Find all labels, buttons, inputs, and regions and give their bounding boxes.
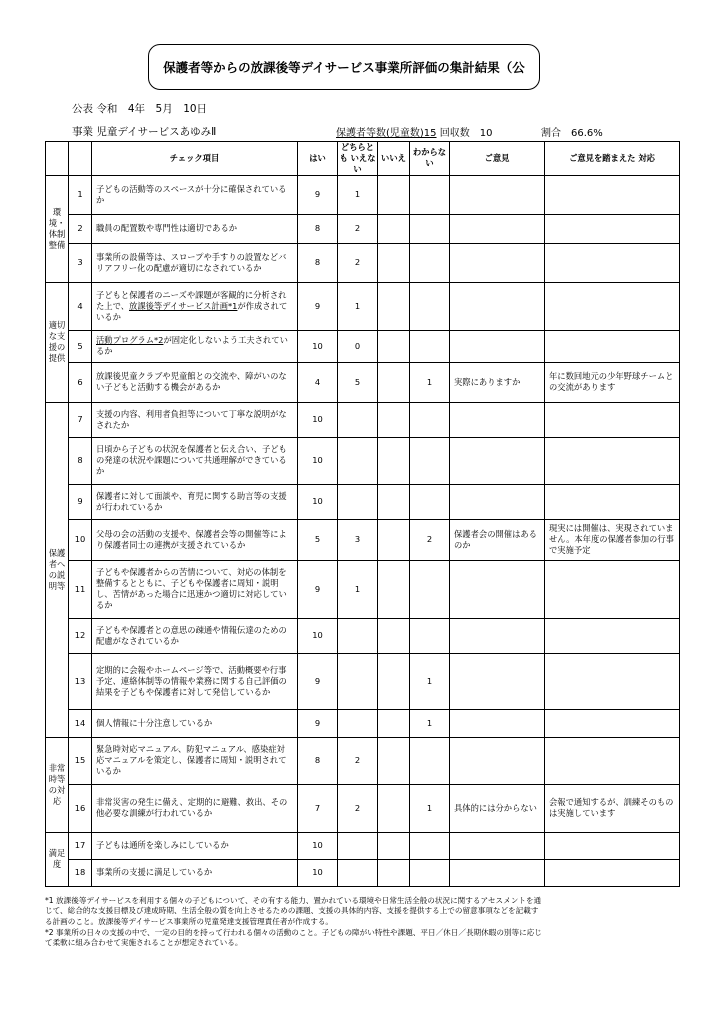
no-count	[378, 214, 410, 243]
neither-count: 1	[338, 175, 378, 214]
header-yes: はい	[298, 142, 338, 176]
neither-count	[338, 859, 378, 886]
unknown-count	[410, 560, 450, 618]
yes-count: 9	[298, 560, 338, 618]
item-number: 12	[69, 618, 92, 653]
check-item-text: 事業所の設備等は、スロープや手すりの設置などバリアフリー化の配慮が適切になされているか	[92, 243, 298, 282]
response-cell: 会報で通知するが、訓練そのものは実施しています	[545, 784, 680, 832]
no-count	[378, 709, 410, 737]
yes-count: 8	[298, 214, 338, 243]
response-cell	[545, 832, 680, 859]
opinion-cell	[450, 214, 545, 243]
response-cell: 現実には開催は、実現されていません。本年度の保護者参加の行事で実施予定	[545, 519, 680, 560]
neither-count: 5	[338, 362, 378, 402]
response-cell	[545, 653, 680, 709]
yes-count: 10	[298, 330, 338, 362]
header-row	[46, 142, 680, 176]
unknown-count	[410, 437, 450, 484]
collected-count: 回収数 10	[439, 128, 493, 139]
header-response: ご意見を踏まえた 対応	[545, 142, 680, 176]
table-row	[46, 737, 680, 784]
opinion-cell	[450, 484, 545, 519]
footnote-1: *1 放課後等デイサービスを利用する個々の子どもについて、その有する能力、置かれている環境や日常生活全般の状況に関するアセスメントを通じて、総合的な支援目標及び達成時期、生活全般の質を向上させるための課題、支援の具体的内容、支援を提供する上での留意事項などを記載する計画のこと。放課後等デイサービス事業所の児童発達支援管理責任者が作成する。	[45, 896, 542, 926]
response-cell	[545, 330, 680, 362]
check-item-text: 子どもと保護者のニーズや課題が客観的に分析された上で、放課後等デイサービス計画*1が作成されているか	[92, 282, 298, 330]
response-cell	[545, 402, 680, 437]
yes-count: 8	[298, 243, 338, 282]
table-row	[46, 784, 680, 832]
unknown-count	[410, 832, 450, 859]
yes-count: 10	[298, 484, 338, 519]
no-count	[378, 653, 410, 709]
header-unknown: わからない	[410, 142, 450, 176]
unknown-count	[410, 618, 450, 653]
no-count	[378, 859, 410, 886]
yes-count: 9	[298, 175, 338, 214]
opinion-cell	[450, 618, 545, 653]
yes-count: 10	[298, 402, 338, 437]
guardians-count: 保護者等数(児童数)15	[336, 128, 437, 139]
opinion-cell: 実際にありますか	[450, 362, 545, 402]
unknown-count: 1	[410, 784, 450, 832]
no-count	[378, 484, 410, 519]
check-item-text: 子どもの活動等のスペースが十分に確保されているか	[92, 175, 298, 214]
table-row	[46, 175, 680, 214]
opinion-cell	[450, 175, 545, 214]
header-check-item: チェック項目	[92, 142, 298, 176]
response-cell	[545, 243, 680, 282]
unknown-count: 1	[410, 362, 450, 402]
opinion-cell: 保護者会の開催はあるのか	[450, 519, 545, 560]
neither-count: 1	[338, 560, 378, 618]
yes-count: 4	[298, 362, 338, 402]
opinion-cell	[450, 709, 545, 737]
check-item-text: 緊急時対応マニュアル、防犯マニュアル、感染症対応マニュアルを策定し、保護者に周知・説明されているか	[92, 737, 298, 784]
page-title: 保護者等からの放課後等デイサービス事業所評価の集計結果（公	[163, 60, 525, 75]
unknown-count: 1	[410, 709, 450, 737]
yes-count: 5	[298, 519, 338, 560]
unknown-count	[410, 243, 450, 282]
unknown-count: 1	[410, 653, 450, 709]
yes-count: 9	[298, 709, 338, 737]
table-row	[46, 618, 680, 653]
item-number: 16	[69, 784, 92, 832]
item-number: 5	[69, 330, 92, 362]
no-count	[378, 784, 410, 832]
response-ratio: 割合 66.6%	[541, 128, 603, 139]
header-blank-section	[46, 142, 69, 176]
no-count	[378, 243, 410, 282]
neither-count: 3	[338, 519, 378, 560]
opinion-cell	[450, 243, 545, 282]
publication-date: 公表 令和 4年 5月 10日	[72, 103, 208, 115]
opinion-cell	[450, 832, 545, 859]
unknown-count	[410, 214, 450, 243]
no-count	[378, 402, 410, 437]
no-count	[378, 832, 410, 859]
response-cell	[545, 859, 680, 886]
footnote-2: *2 事業所の日々の支援の中で、一定の目的を持って行われる個々の活動のこと。子どもの障がい特性や課題、平日／休日／長期休暇の別等に応じて柔軟に組み合わせて実施されることが想定されている。	[45, 927, 542, 948]
header-no: いいえ	[378, 142, 410, 176]
neither-count	[338, 709, 378, 737]
yes-count: 7	[298, 784, 338, 832]
page-title-box	[148, 44, 540, 90]
item-number: 10	[69, 519, 92, 560]
opinion-cell	[450, 859, 545, 886]
item-number: 8	[69, 437, 92, 484]
neither-count: 2	[338, 214, 378, 243]
neither-count: 2	[338, 784, 378, 832]
unknown-count: 2	[410, 519, 450, 560]
table-row	[46, 653, 680, 709]
no-count	[378, 282, 410, 330]
response-cell	[545, 437, 680, 484]
item-number: 6	[69, 362, 92, 402]
no-count	[378, 618, 410, 653]
table-row	[46, 519, 680, 560]
unknown-count	[410, 282, 450, 330]
header-blank-no	[69, 142, 92, 176]
evaluation-table	[45, 141, 680, 887]
yes-count: 9	[298, 282, 338, 330]
item-number: 4	[69, 282, 92, 330]
response-cell	[545, 618, 680, 653]
check-item-text: 放課後児童クラブや児童館との交流や、障がいのない子どもと活動する機会があるか	[92, 362, 298, 402]
unknown-count	[410, 175, 450, 214]
no-count	[378, 362, 410, 402]
no-count	[378, 175, 410, 214]
neither-count: 2	[338, 243, 378, 282]
section-label-support: 適切な支援の提供	[46, 282, 69, 402]
check-item-text: 支援の内容、利用者負担等について丁寧な説明がなされたか	[92, 402, 298, 437]
response-cell	[545, 709, 680, 737]
item-number: 13	[69, 653, 92, 709]
no-count	[378, 560, 410, 618]
opinion-cell	[450, 437, 545, 484]
yes-count: 8	[298, 737, 338, 784]
check-item-text: 日頃から子どもの状況を保護者と伝え合い、子どもの発達の状況や課題について共通理解ができているか	[92, 437, 298, 484]
section-label-satisfaction: 満足度	[46, 832, 69, 886]
unknown-count	[410, 859, 450, 886]
table-row	[46, 859, 680, 886]
table-row	[46, 330, 680, 362]
neither-count	[338, 437, 378, 484]
item-number: 15	[69, 737, 92, 784]
item-number: 2	[69, 214, 92, 243]
yes-count: 10	[298, 437, 338, 484]
check-item-text: 定期的に会報やホームページ等で、活動概要や行事予定、連絡体制等の情報や業務に関する自己評価の結果を子どもや保護者に対して発信しているか	[92, 653, 298, 709]
table-row	[46, 243, 680, 282]
header-opinion: ご意見	[450, 142, 545, 176]
response-cell	[545, 282, 680, 330]
opinion-cell	[450, 402, 545, 437]
item-number: 17	[69, 832, 92, 859]
neither-count: 0	[338, 330, 378, 362]
neither-count: 2	[338, 737, 378, 784]
table-row	[46, 832, 680, 859]
no-count	[378, 437, 410, 484]
neither-count	[338, 832, 378, 859]
section-label-guardian: 保護者への説明等	[46, 402, 69, 737]
check-item-text: 父母の会の活動の支援や、保護者会等の開催等により保護者同士の連携が支援されているか	[92, 519, 298, 560]
plan-reference: 放課後等デイサービス計画*1	[129, 300, 238, 311]
response-counts	[336, 124, 492, 139]
opinion-cell	[450, 282, 545, 330]
neither-count	[338, 653, 378, 709]
item-number: 18	[69, 859, 92, 886]
response-cell	[545, 737, 680, 784]
check-item-text: 保護者に対して面談や、育児に関する助言等の支援が行われているか	[92, 484, 298, 519]
response-cell	[545, 484, 680, 519]
table-row	[46, 437, 680, 484]
table-row	[46, 560, 680, 618]
header-neither: どちらとも いえない	[339, 142, 376, 174]
program-reference: 活動プログラム*2	[96, 335, 164, 346]
table-row	[46, 484, 680, 519]
item-number: 1	[69, 175, 92, 214]
unknown-count	[410, 484, 450, 519]
neither-count	[338, 402, 378, 437]
opinion-cell: 具体的には分からない	[450, 784, 545, 832]
neither-count	[338, 618, 378, 653]
section-label-env: 環境・体制整備	[46, 175, 69, 282]
response-cell	[545, 560, 680, 618]
response-cell: 年に数回地元の少年野球チームとの交流があります	[545, 362, 680, 402]
facility-name: 事業 児童デイサービスあゆみⅡ	[72, 126, 217, 138]
item-number: 9	[69, 484, 92, 519]
check-item-text: 子どもは通所を楽しみにしているか	[92, 832, 298, 859]
response-cell	[545, 175, 680, 214]
table-row	[46, 709, 680, 737]
table-row	[46, 214, 680, 243]
neither-count: 1	[338, 282, 378, 330]
check-item-text: 子どもや保護者との意思の疎通や情報伝達のための配慮がなされているか	[92, 618, 298, 653]
check-item-text: 個人情報に十分注意しているか	[92, 709, 298, 737]
table-row	[46, 282, 680, 330]
item-number: 7	[69, 402, 92, 437]
yes-count: 10	[298, 832, 338, 859]
section-label-emergency: 非常時等の対応	[46, 737, 69, 832]
check-item-text: 活動プログラム*2が固定化しないよう工夫されているか	[92, 330, 298, 362]
item-number: 14	[69, 709, 92, 737]
unknown-count	[410, 402, 450, 437]
check-item-text: 職員の配置数や専門性は適切であるか	[92, 214, 298, 243]
opinion-cell	[450, 560, 545, 618]
table-row	[46, 362, 680, 402]
check-item-text: 子どもや保護者からの苦情について、対応の体制を整備するとともに、子どもや保護者に周知・説明し、苦情があった場合に迅速かつ適切に対応しているか	[92, 560, 298, 618]
opinion-cell	[450, 737, 545, 784]
item-number: 11	[69, 560, 92, 618]
opinion-cell	[450, 653, 545, 709]
no-count	[378, 737, 410, 784]
no-count	[378, 519, 410, 560]
check-item-text: 事業所の支援に満足しているか	[92, 859, 298, 886]
opinion-cell	[450, 330, 545, 362]
no-count	[378, 330, 410, 362]
yes-count: 9	[298, 653, 338, 709]
neither-count	[338, 484, 378, 519]
item-number: 3	[69, 243, 92, 282]
footnotes	[45, 896, 545, 950]
yes-count: 10	[298, 618, 338, 653]
check-item-text: 非常災害の発生に備え、定期的に避難、救出、その他必要な訓練が行われているか	[92, 784, 298, 832]
table-row	[46, 402, 680, 437]
yes-count: 10	[298, 859, 338, 886]
unknown-count	[410, 330, 450, 362]
unknown-count	[410, 737, 450, 784]
response-cell	[545, 214, 680, 243]
